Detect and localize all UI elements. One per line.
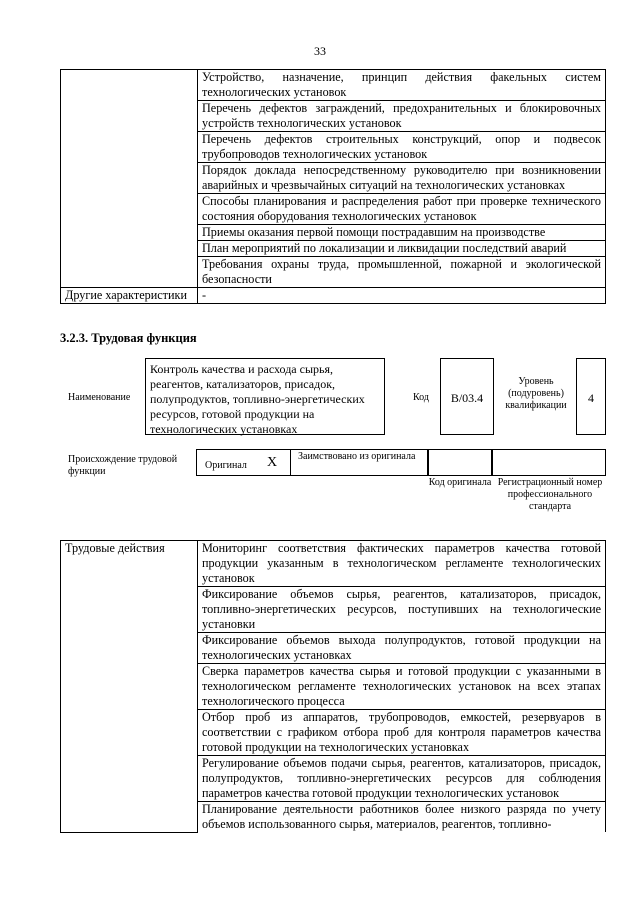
knowledge-table <box>60 69 606 304</box>
other-characteristics-value: - <box>198 288 606 304</box>
borrowed-label: Заимствовано из оригинала <box>298 451 416 462</box>
reg-number-caption: Регистрационный номер профессионального стандарта <box>497 477 603 512</box>
other-characteristics-label: Другие характеристики <box>61 288 198 304</box>
name-label: Наименование <box>68 392 131 403</box>
code-original-caption: Код оригинала <box>428 477 492 488</box>
origin-divider <box>290 449 291 476</box>
origin-label: Происхождение трудовой функции <box>68 454 178 477</box>
knowledge-row: Устройство, назначение, принцип действия факельных систем технологических установок <box>198 70 606 101</box>
section-title: 3.2.3. Трудовая функция <box>60 331 197 345</box>
level-value-box: 4 <box>576 358 606 435</box>
action-row: Фиксирование объемов выхода полупродуктов, готовой продукции на технологических установках <box>198 633 606 664</box>
knowledge-row: План мероприятий по локализации и ликвидации последствий аварий <box>198 241 606 257</box>
empty-left-cell <box>61 70 198 288</box>
labor-actions-table <box>60 540 606 833</box>
action-row: Фиксирование объемов сырья, реагентов, катализаторов, присадок, топливно-энергетических ресурсов, поступивших на технологические установки <box>198 587 606 633</box>
origin-reg-box <box>492 449 606 476</box>
level-label: Уровень (подуровень) квалификации <box>505 376 567 411</box>
action-row: Отбор проб из аппаратов, трубопроводов, емкостей, резервуаров в соответствии с графиком отбора проб для контроля параметров качества готовой продукции на технологических установках <box>198 710 606 756</box>
knowledge-row: Приемы оказания первой помощи пострадавшим на производстве <box>198 225 606 241</box>
action-row: Сверка параметров качества сырья и готовой продукции с указанными в технологическом регламенте технологических установок на всех этапах технологического процесса <box>198 664 606 710</box>
code-value-box: B/03.4 <box>440 358 494 435</box>
origin-code-box <box>428 449 492 476</box>
function-name-box: Контроль качества и расхода сырья, реагентов, катализаторов, присадок, полупродуктов, топливно-энергетических ресурсов, готовой продукции на технологических установках <box>145 358 385 435</box>
knowledge-row: Способы планирования и распределения работ при проверке технического состояния оборудования технологических установок <box>198 194 606 225</box>
action-row: Мониторинг соответствия фактических параметров качества готовой продукции указанным в технологическом регламенте технологических установок <box>198 541 606 587</box>
knowledge-row: Перечень дефектов заграждений, предохранительных и блокировочных устройств технологических установок <box>198 101 606 132</box>
code-label: Код <box>413 392 429 403</box>
knowledge-row: Требования охраны труда, промышленной, пожарной и экологической безопасности <box>198 257 606 288</box>
action-row: Планирование деятельности работников более низкого разряда по учету объемов использованного сырья, материалов, реагентов, топливно- <box>198 802 606 833</box>
page-number: 33 <box>314 44 326 58</box>
original-label: Оригинал <box>205 460 247 471</box>
action-row: Регулирование объемов подачи сырья, реагентов, катализаторов, присадок, полупродуктов, топливно-энергетических ресурсов для соблюдения параметров качества готовой продукции технологических установок <box>198 756 606 802</box>
knowledge-row: Перечень дефектов строительных конструкций, опор и подвесок трубопроводов технологических установок <box>198 132 606 163</box>
original-check-mark: X <box>267 455 278 470</box>
labor-actions-label: Трудовые действия <box>61 541 198 833</box>
knowledge-row: Порядок доклада непосредственному руководителю при возникновении аварийных и чрезвычайных ситуаций на технологических установках <box>198 163 606 194</box>
